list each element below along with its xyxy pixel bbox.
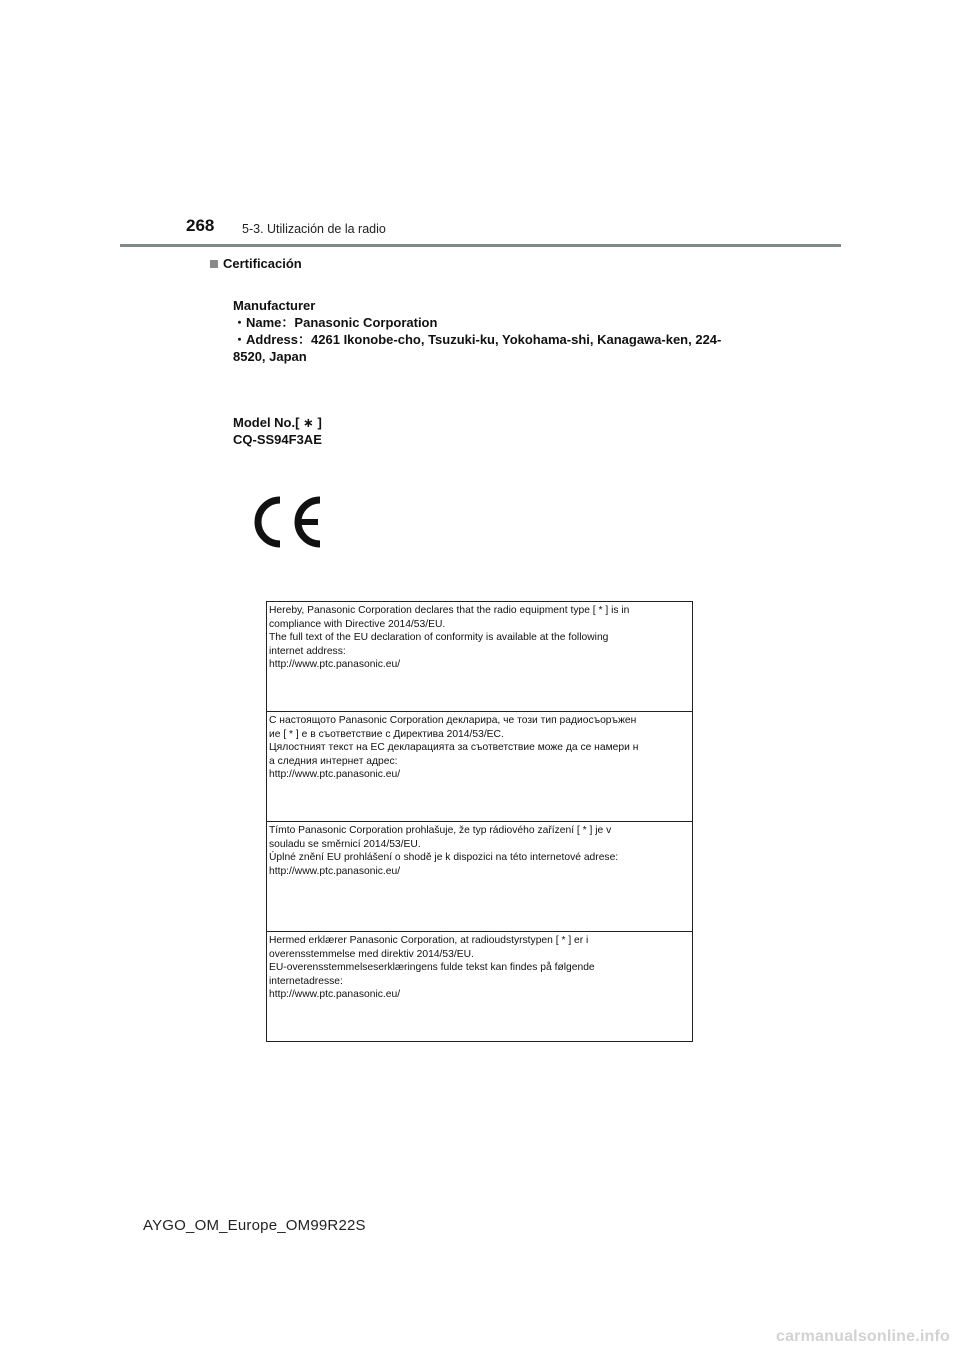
declaration-line: compliance with Directive 2014/53/EU. — [269, 618, 446, 630]
address-line-2: 8520, Japan — [233, 349, 307, 364]
declaration-line: Tímto Panasonic Corporation prohlašuje, že typ rádiového zařízení [ * ] je v — [269, 825, 612, 836]
declaration-bulgarian — [267, 712, 692, 822]
ce-mark-icon — [250, 496, 324, 548]
subheading-text: Certificación — [223, 256, 302, 271]
header-divider — [120, 244, 841, 247]
declaration-line: Цялостният текст на ЕС декларацията за съответствие може да се намери н — [269, 742, 639, 754]
declaration-line: The full text of the EU declaration of conformity is available at the following — [269, 632, 609, 644]
declaration-line: Hereby, Panasonic Corporation declares that the radio equipment type [ * ] is in — [269, 605, 630, 616]
declaration-line: internetadresse: — [269, 975, 343, 987]
manufacturer-title: Manufacturer — [233, 298, 316, 313]
document-code: AYGO_OM_Europe_OM99R22S — [143, 1217, 366, 1234]
declaration-danish — [267, 932, 692, 1041]
square-bullet-icon — [210, 260, 218, 268]
model-label: Model No.[ ∗ ] — [233, 415, 322, 430]
address-label: ・Address： — [233, 332, 312, 347]
manufacturer-block — [233, 297, 733, 365]
declaration-table — [266, 601, 693, 1042]
declaration-line: overensstemmelse med direktiv 2014/53/EU. — [269, 948, 474, 960]
declaration-line: EU-overensstemmelseserklæringens fulde tekst kan findes på følgende — [269, 962, 595, 974]
declaration-english — [267, 602, 692, 712]
declaration-url: http://www.ptc.panasonic.eu/ — [269, 989, 401, 1001]
declaration-url: http://www.ptc.panasonic.eu/ — [269, 769, 401, 781]
declaration-line: Úplné znění EU prohlášení o shodě je k dispozici na této internetové adrese: — [269, 852, 619, 864]
declaration-url: http://www.ptc.panasonic.eu/ — [269, 865, 401, 877]
page-number: 268 — [186, 216, 215, 235]
name-label: ・Name： — [233, 315, 295, 330]
subheading — [210, 256, 302, 271]
declaration-line: а следния интернет адрес: — [269, 755, 398, 767]
site-watermark: carmanualsonline.info — [775, 1328, 950, 1345]
name-value: Panasonic Corporation — [294, 315, 438, 330]
declaration-line: Hermed erklærer Panasonic Corporation, at radioudstyrstypen [ * ] er i — [269, 935, 589, 946]
manufacturer-address — [233, 331, 733, 348]
declaration-line: internet address: — [269, 645, 346, 657]
model-block — [233, 414, 322, 448]
declaration-line: souladu se směrnicí 2014/53/EU. — [269, 838, 421, 850]
section-title: 5-3. Utilización de la radio — [242, 222, 386, 236]
declaration-line: С настоящото Panasonic Corporation декларира, че този тип радиосъоръжен — [269, 715, 637, 726]
address-line-1: 4261 Ikonobe-cho, Tsuzuki-ku, Yokohama-shi, Kanagawa-ken, 224- — [311, 332, 722, 347]
declaration-line: ие [ * ] е в съответствие с Директива 2014/53/ЕС. — [269, 728, 504, 740]
declaration-url: http://www.ptc.panasonic.eu/ — [269, 659, 401, 671]
manufacturer-name — [233, 314, 733, 331]
declaration-czech — [267, 822, 692, 932]
model-value: CQ-SS94F3AE — [233, 432, 322, 447]
